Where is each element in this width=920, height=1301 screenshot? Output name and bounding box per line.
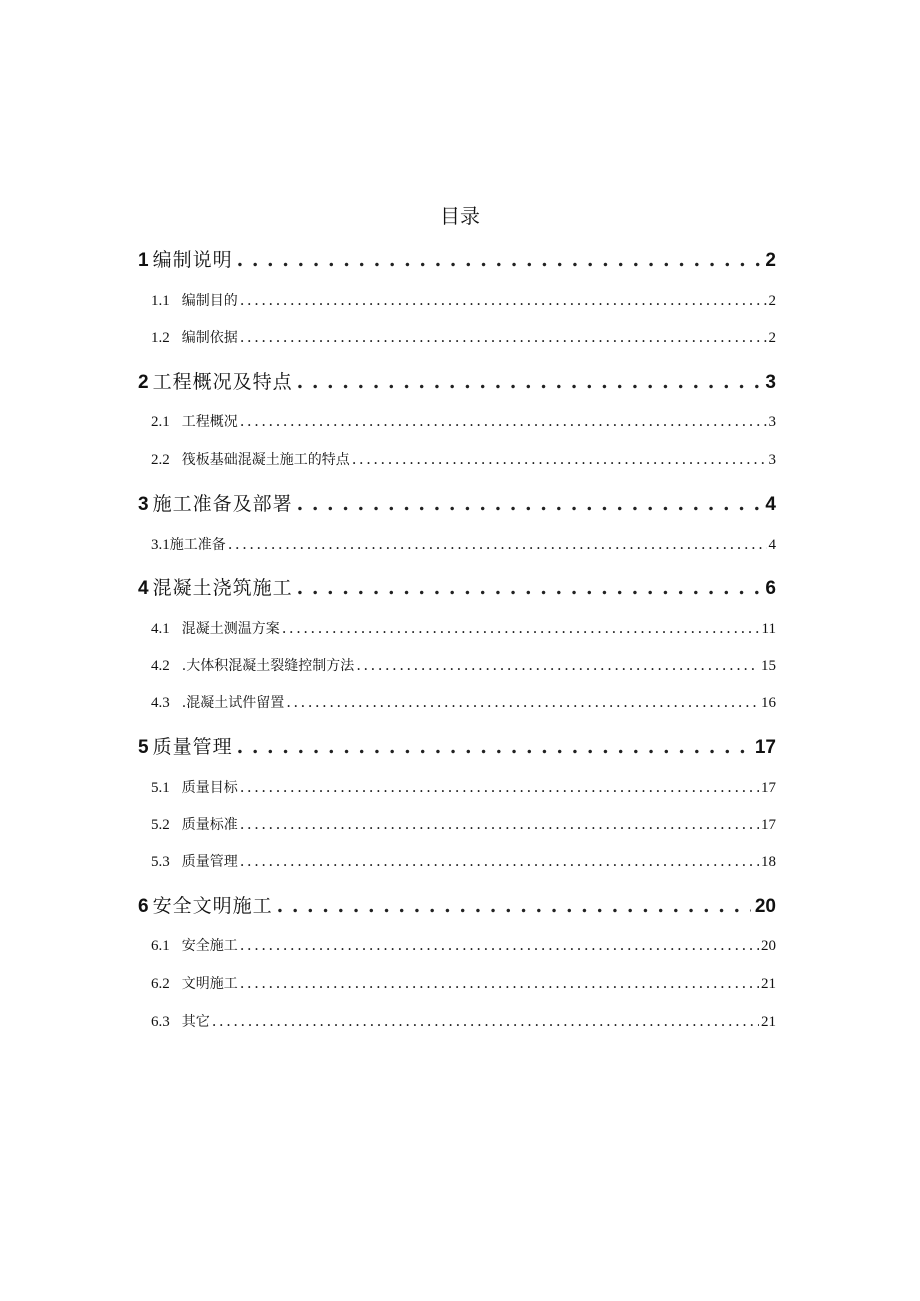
toc-entry-6-1[interactable] xyxy=(138,935,776,955)
toc-entry-page: 16 xyxy=(761,695,776,711)
toc-entry-label: 编制依据 xyxy=(181,330,238,346)
toc-entry-2-2[interactable] xyxy=(138,449,776,469)
toc-entry-number: 6.1 xyxy=(151,938,170,954)
toc-entry-label: 混凝土浇筑施工 xyxy=(152,577,293,599)
toc-entry-page: 2 xyxy=(768,293,776,309)
toc-entry-label: 质量管理 xyxy=(152,736,233,758)
toc-title: 目录 xyxy=(440,204,480,228)
toc-entry-label: 施工准备及部署 xyxy=(152,493,293,515)
dot-leader xyxy=(237,736,751,758)
toc-entry-number: 6.2 xyxy=(151,976,170,992)
dot-leader xyxy=(240,974,759,992)
dot-leader xyxy=(282,619,760,637)
toc-entry-number: 2.1 xyxy=(151,414,170,430)
dot-leader xyxy=(352,450,767,468)
toc-entry-label: 其它 xyxy=(181,1014,210,1030)
toc-entry-label: 施工准备 xyxy=(169,537,226,553)
toc-entry-number: 3 xyxy=(138,494,149,515)
toc-entry-page: 21 xyxy=(761,1014,776,1030)
toc-entry-label: 质量目标 xyxy=(181,780,238,796)
toc-entry-number: 4 xyxy=(138,578,149,599)
dot-leader xyxy=(240,412,767,430)
toc-entry-number: 2.2 xyxy=(151,452,170,468)
toc-entry-page: 18 xyxy=(761,854,776,870)
toc-entry-page: 11 xyxy=(761,621,776,637)
toc-entry-1-1[interactable] xyxy=(138,290,776,310)
toc-entry-label: 工程概况 xyxy=(181,414,238,430)
dot-leader xyxy=(240,815,759,833)
toc-entry-number: 5.3 xyxy=(151,854,170,870)
toc-entry-label: 筏板基础混凝土施工的特点 xyxy=(181,452,350,468)
toc-entry-6-2[interactable] xyxy=(138,973,776,993)
toc-entry-6-3[interactable] xyxy=(138,1011,776,1031)
toc-entry-1[interactable] xyxy=(138,245,776,272)
toc-entry-label: 质量管理 xyxy=(181,854,238,870)
dot-leader xyxy=(297,577,762,599)
toc-entry-number: 4.3 xyxy=(151,695,170,711)
toc-entry-5[interactable] xyxy=(138,732,776,759)
toc-entry-number: 1.2 xyxy=(151,330,170,346)
toc-entry-number: 1.1 xyxy=(151,293,170,309)
toc-entry-number: 5.1 xyxy=(151,780,170,796)
toc-entry-number: 4.2 xyxy=(151,658,170,674)
toc-entry-number: 6 xyxy=(138,896,149,917)
toc-entry-page: 3 xyxy=(768,452,776,468)
toc-entry-number: 5.2 xyxy=(151,817,170,833)
toc-entry-page: 4 xyxy=(765,494,776,515)
dot-leader xyxy=(356,656,759,674)
toc-entry-page: 3 xyxy=(765,372,776,393)
dot-leader xyxy=(240,936,759,954)
toc-entry-page: 21 xyxy=(761,976,776,992)
dot-leader xyxy=(277,895,751,917)
dot-leader xyxy=(297,371,762,393)
toc-entry-2[interactable] xyxy=(138,367,776,394)
dot-leader xyxy=(240,778,759,796)
toc-entry-page: 17 xyxy=(761,817,776,833)
toc-entry-number: 6.3 xyxy=(151,1014,170,1030)
toc-entry-label: 安全施工 xyxy=(181,938,238,954)
toc-entry-number: 5 xyxy=(138,737,149,758)
toc-entry-3[interactable] xyxy=(138,489,776,516)
dot-leader xyxy=(286,693,759,711)
toc-entry-2-1[interactable] xyxy=(138,411,776,431)
toc-entry-6[interactable] xyxy=(138,891,776,918)
toc-entry-number: 3.1 xyxy=(151,537,170,553)
dot-leader xyxy=(212,1012,759,1030)
toc-entry-4[interactable] xyxy=(138,573,776,600)
dot-leader xyxy=(297,493,762,515)
toc-entry-5-3[interactable] xyxy=(138,851,776,871)
toc-entry-1-2[interactable] xyxy=(138,327,776,347)
toc-entry-3-1[interactable] xyxy=(138,534,776,554)
dot-leader xyxy=(240,328,767,346)
toc-entry-4-1[interactable] xyxy=(138,618,776,638)
dot-leader xyxy=(237,249,762,271)
toc-entry-label: 编制说明 xyxy=(152,249,233,271)
dot-leader xyxy=(228,535,767,553)
toc-entry-label: 安全文明施工 xyxy=(152,895,273,917)
dot-leader xyxy=(240,291,767,309)
toc-entry-page: 3 xyxy=(768,414,776,430)
toc-entry-label: 工程概况及特点 xyxy=(152,371,293,393)
toc-entry-label: .混凝土试件留置 xyxy=(181,695,285,711)
toc-entry-5-1[interactable] xyxy=(138,777,776,797)
toc-entry-4-3[interactable] xyxy=(138,692,776,712)
toc-entry-label: 文明施工 xyxy=(181,976,238,992)
toc-entry-page: 2 xyxy=(768,330,776,346)
toc-entry-label: .大体积混凝土裂缝控制方法 xyxy=(181,658,355,674)
toc-entry-label: 混凝土测温方案 xyxy=(181,621,280,637)
toc-entry-page: 15 xyxy=(761,658,776,674)
toc-entry-page: 6 xyxy=(765,578,776,599)
toc-entry-label: 质量标准 xyxy=(181,817,238,833)
toc-entry-number: 1 xyxy=(138,250,149,271)
toc-entry-page: 17 xyxy=(761,780,776,796)
toc-entry-4-2[interactable] xyxy=(138,655,776,675)
toc-entry-label: 编制目的 xyxy=(181,293,238,309)
toc-entry-page: 20 xyxy=(761,938,776,954)
dot-leader xyxy=(240,852,759,870)
toc-entry-page: 2 xyxy=(765,250,776,271)
toc-entry-number: 2 xyxy=(138,372,149,393)
toc-entry-number: 4.1 xyxy=(151,621,170,637)
toc-entry-page: 20 xyxy=(754,896,776,917)
toc-entry-page: 4 xyxy=(768,537,776,553)
toc-entry-5-2[interactable] xyxy=(138,814,776,834)
toc-entry-page: 17 xyxy=(754,737,776,758)
